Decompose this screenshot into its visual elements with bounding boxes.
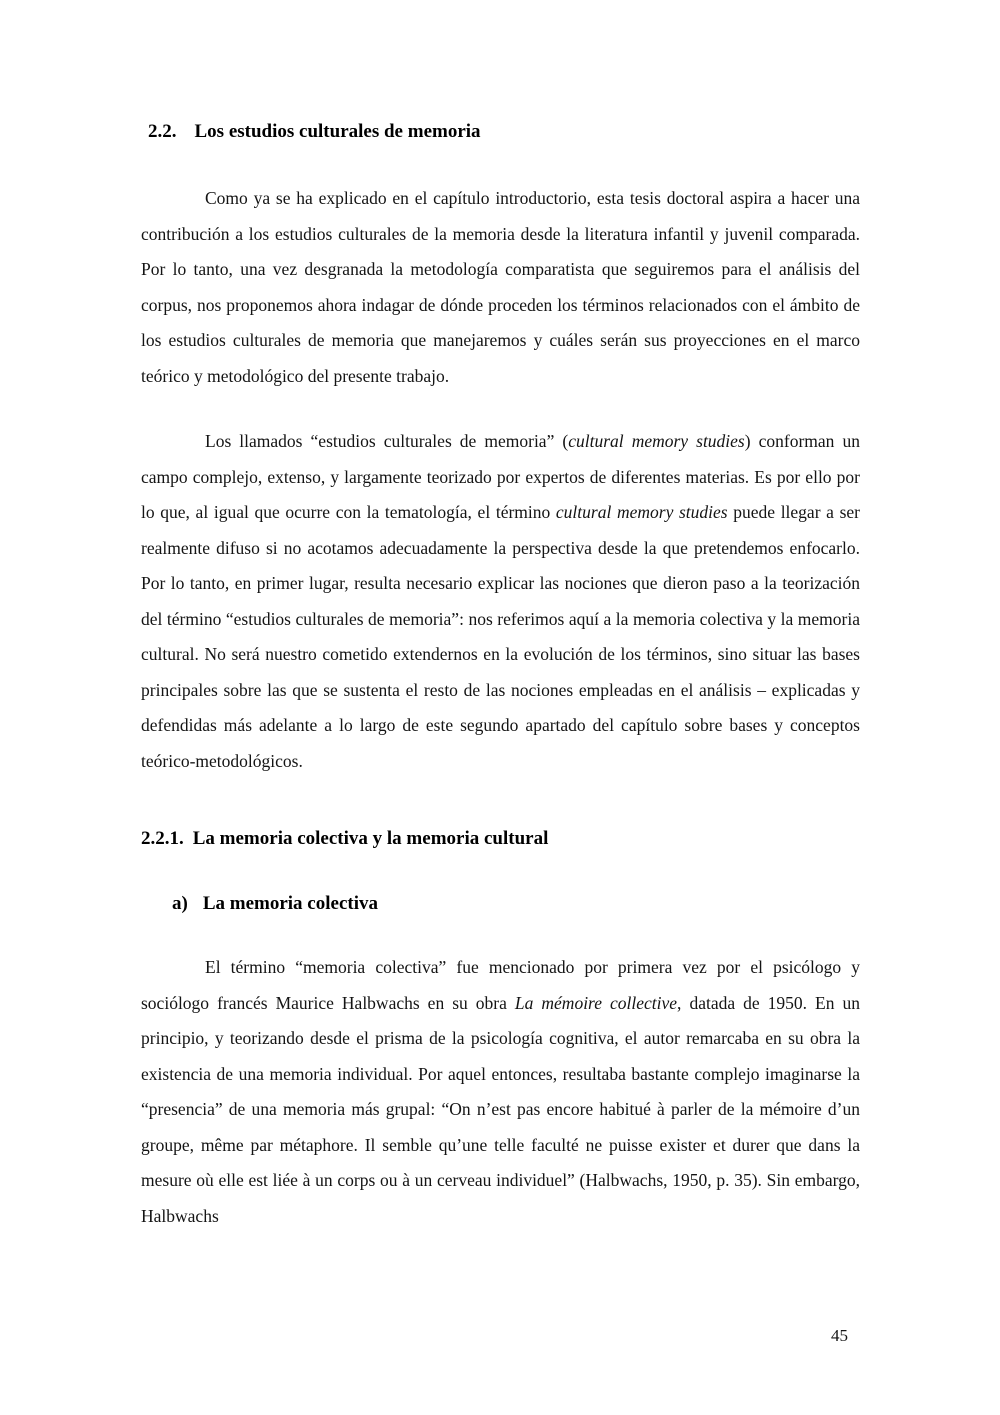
paragraph-cultural-memory-studies: Los llamados “estudios culturales de memoria” (cultural memory studies) conforman un campo complejo, extenso, y largamente teorizado por expertos de diferentes materias. Es por ello por lo que, al igual que ocurre con la tematología, el término cultural memory studies puede llegar a ser realmente difuso si no acotamos adecuadamente la perspectiva desde la que pretendemos enfocarlo. Por lo tanto, en primer lugar, resulta necesario explicar las nociones que dieron paso a la teorización del término “estudios culturales de memoria”: nos referimos aquí a la memoria colectiva y la memoria cultural. No será nuestro cometido extendernos en la evolución de los términos, sino situar las bases principales sobre las que se sustenta el resto de las nociones empleadas en el análisis – explicadas y defendidas más adelante a lo largo de este segundo apartado del capítulo sobre bases y conceptos teórico-metodológicos. — [141, 431, 860, 771]
subsection-number: 2.2.1. — [141, 828, 184, 849]
paragraph-intro: Como ya se ha explicado en el capítulo introductorio, esta tesis doctoral aspira a hacer una contribución a los estudios culturales de la memoria desde la literatura infantil y juvenil comparada. Por lo tanto, una vez desgranada la metodología comparatista que seguiremos para el análisis del corpus, nos proponemos ahora indagar de dónde proceden los términos relacionados con el ámbito de los estudios culturales de memoria que manejaremos y cuáles serán sus proyecciones en el marco teórico y metodológico del presente trabajo. — [141, 188, 860, 386]
paragraph-memoria-colectiva: El término “memoria colectiva” fue mencionado por primera vez por el psicólogo y sociólogo francés Maurice Halbwachs en su obra La mémoire collective, datada de 1950. En un principio, y teorizando desde el prisma de la psicología cognitiva, el autor remarcaba en su obra la existencia de una memoria individual. Por aquel entonces, resultaba bastante complejo imaginarse la “presencia” de una memoria más grupal: “On n’est pas encore habitué à parler de la mémoire d’un groupe, même par métaphore. Il semble qu’une telle faculté ne puisse exister et durer que dans la mesure où elle est liée à un corps ou à un cerveau individuel” (Halbwachs, 1950, p. 35). Sin embargo, Halbwachs — [141, 957, 860, 1226]
section-title: Los estudios culturales de memoria — [194, 121, 481, 142]
section-number: 2.2. — [148, 121, 177, 142]
subsection-heading-2-2-1 — [141, 825, 860, 853]
page-number: 45 — [831, 1326, 848, 1345]
item-letter: a) — [172, 893, 188, 914]
subsection-heading-a — [172, 890, 860, 918]
item-title: La memoria colectiva — [202, 893, 378, 914]
section-heading-2-2 — [148, 118, 860, 146]
page-content — [141, 118, 860, 1234]
subsection-title: La memoria colectiva y la memoria cultural — [192, 828, 549, 849]
